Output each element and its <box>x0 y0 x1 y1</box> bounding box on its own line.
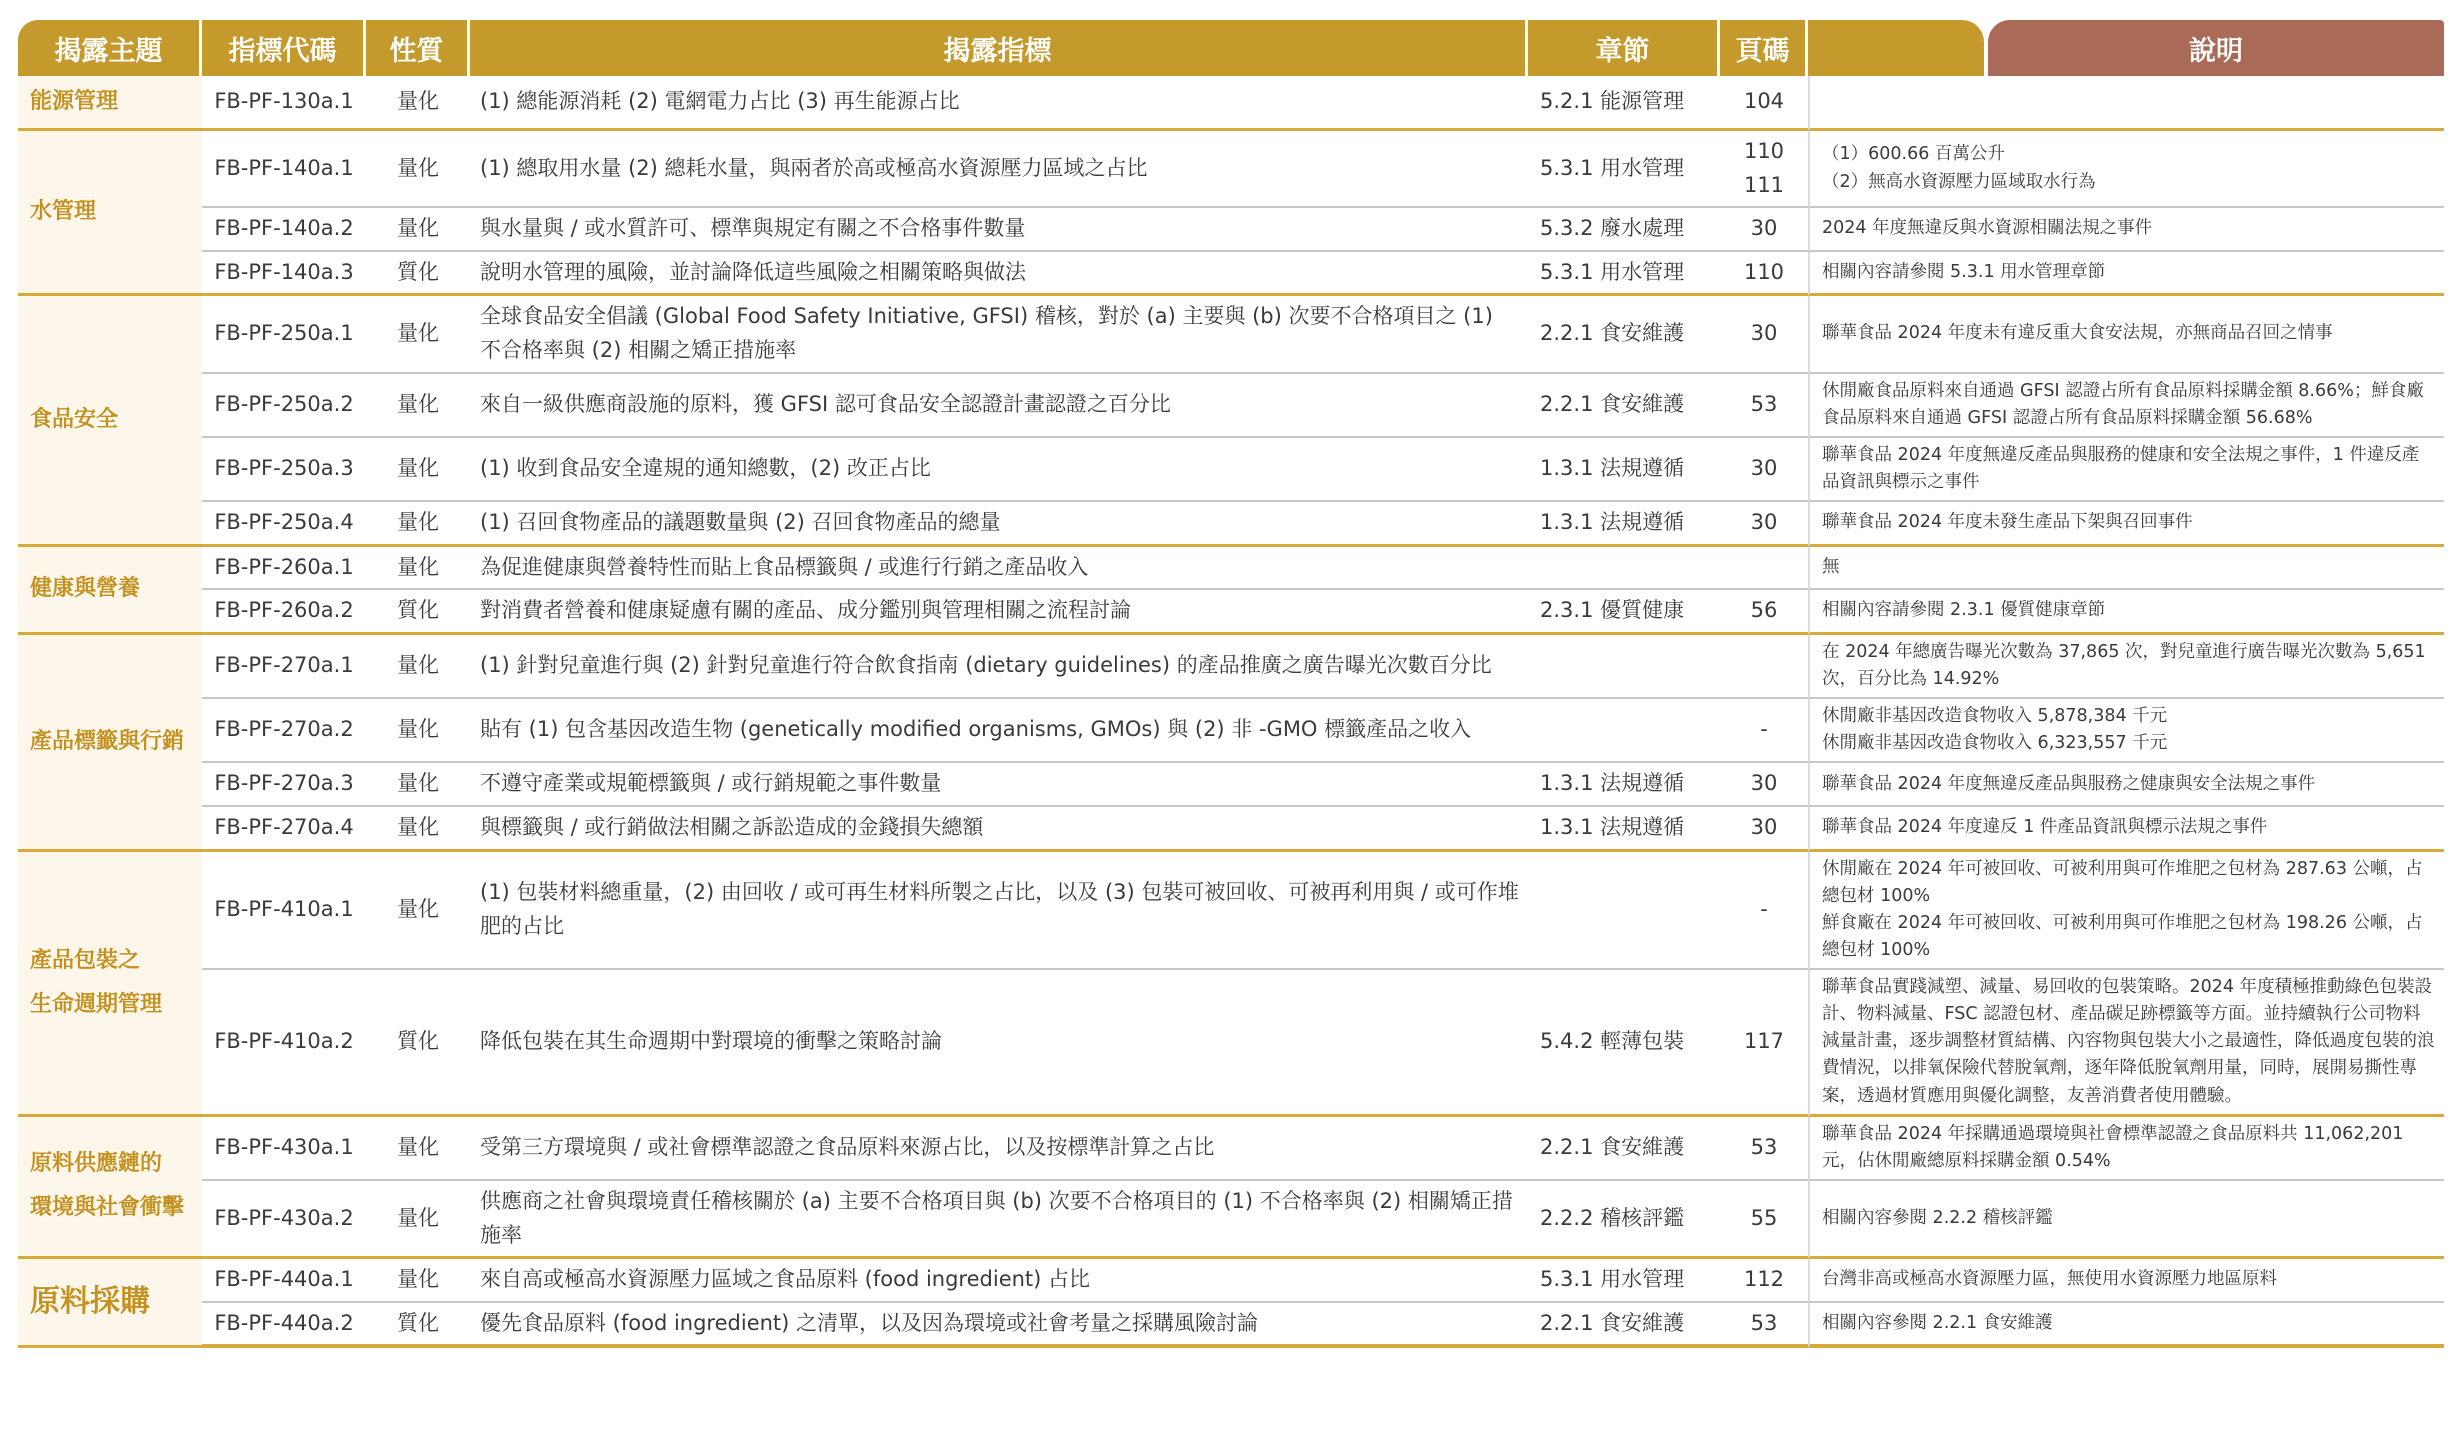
chapter-cell <box>1528 699 1720 763</box>
page-cell <box>1720 547 1808 591</box>
table-row <box>18 547 2444 591</box>
note-cell: 聯華食品 2024 年度未有違反重大食安法規，亦無商品召回之情事 <box>1808 296 2444 373</box>
table-row <box>18 807 2444 852</box>
note-cell: 相關內容請參閱 2.3.1 優質健康章節 <box>1808 590 2444 635</box>
table-header <box>18 20 2444 76</box>
topic-cell: 原料採購 <box>18 1259 202 1348</box>
header-page: 頁碼 <box>1720 20 1808 76</box>
note-cell <box>1808 76 2444 131</box>
table-row <box>18 590 2444 635</box>
page-cell: 30 <box>1720 208 1808 252</box>
nature-cell: 質化 <box>366 1303 470 1349</box>
indicator-code: FB-PF-250a.1 <box>202 296 366 373</box>
indicator-code: FB-PF-130a.1 <box>202 76 366 131</box>
page-cell: - <box>1720 699 1808 763</box>
page-cell: 56 <box>1720 590 1808 635</box>
nature-cell: 量化 <box>366 635 470 699</box>
indicator-code: FB-PF-410a.2 <box>202 970 366 1117</box>
indicator-text: 貼有 (1) 包含基因改造生物 (genetically modified organisms, GMOs) 與 (2) 非 -GMO 標籤產品之收入 <box>470 699 1528 763</box>
nature-cell: 量化 <box>366 699 470 763</box>
chapter-cell: 1.3.1 法規遵循 <box>1528 502 1720 547</box>
chapter-cell: 5.2.1 能源管理 <box>1528 76 1720 131</box>
note-cell: 聯華食品 2024 年採購通過環境與社會標準認證之食品原料共 11,062,201 元，佔休閒廠總原料採購金額 0.54% <box>1808 1117 2444 1181</box>
chapter-cell: 5.3.1 用水管理 <box>1528 131 1720 208</box>
note-cell: 聯華食品實踐減塑、減量、易回收的包裝策略。2024 年度積極推動綠色包裝設計、物料減量、FSC 認證包材、產品碳足跡標籤等方面。並持續執行公司物料減量計畫，逐步調整材質結構、內容物與包裝大小之最適性，降低過度包裝的浪費情況，以排氧保險代替脫氧劑，逐年降低脫氧劑用量，同時，展開易撕性專案，透過材質應用與優化調整，友善消費者使用體驗。 <box>1808 970 2444 1117</box>
chapter-cell <box>1528 635 1720 699</box>
table-row <box>18 970 2444 1117</box>
indicator-code: FB-PF-270a.1 <box>202 635 366 699</box>
nature-cell: 量化 <box>366 131 470 208</box>
page-cell <box>1720 635 1808 699</box>
page-cell: 117 <box>1720 970 1808 1117</box>
note-cell: 2024 年度無違反與水資源相關法規之事件 <box>1808 208 2444 252</box>
page-cell: 104 <box>1720 76 1808 131</box>
indicator-code: FB-PF-140a.2 <box>202 208 366 252</box>
chapter-cell: 2.2.1 食安維護 <box>1528 1303 1720 1349</box>
note-cell: 休閒廠食品原料來自通過 GFSI 認證占所有食品原料採購金額 8.66%；鮮食廠食品原料來自通過 GFSI 認證占所有食品原料採購金額 56.68% <box>1808 374 2444 438</box>
indicator-text: 優先食品原料 (food ingredient) 之清單，以及因為環境或社會考量之採購風險討論 <box>470 1303 1528 1349</box>
page-cell: 30 <box>1720 438 1808 502</box>
page-cell: 112 <box>1720 1259 1808 1303</box>
note-cell: 在 2024 年總廣告曝光次數為 37,865 次，對兒童進行廣告曝光次數為 5,651 次，百分比為 14.92% <box>1808 635 2444 699</box>
page-cell: 30 <box>1720 807 1808 852</box>
indicator-text: (1) 總能源消耗 (2) 電網電力占比 (3) 再生能源占比 <box>470 76 1528 131</box>
nature-cell: 量化 <box>366 438 470 502</box>
nature-cell: 量化 <box>366 208 470 252</box>
indicator-code: FB-PF-260a.1 <box>202 547 366 591</box>
note-cell: 無 <box>1808 547 2444 591</box>
topic-cell: 原料供應鏈的 環境與社會衝擊 <box>18 1117 202 1259</box>
nature-cell: 量化 <box>366 374 470 438</box>
chapter-cell: 2.2.1 食安維護 <box>1528 374 1720 438</box>
nature-cell: 量化 <box>366 763 470 807</box>
chapter-cell: 2.2.2 稽核評鑑 <box>1528 1181 1720 1259</box>
header-topic: 揭露主題 <box>18 20 202 76</box>
nature-cell: 質化 <box>366 590 470 635</box>
header-nature: 性質 <box>366 20 470 76</box>
table-row <box>18 76 2444 131</box>
table-row <box>18 252 2444 297</box>
page-cell: 53 <box>1720 1117 1808 1181</box>
indicator-text: 對消費者營養和健康疑慮有關的產品、成分鑑別與管理相關之流程討論 <box>470 590 1528 635</box>
indicator-text: 為促進健康與營養特性而貼上食品標籤與 / 或進行行銷之產品收入 <box>470 547 1528 591</box>
indicator-code: FB-PF-410a.1 <box>202 852 366 971</box>
table-row <box>18 635 2444 699</box>
page-cell: 55 <box>1720 1181 1808 1259</box>
topic-cell: 產品包裝之 生命週期管理 <box>18 852 202 1117</box>
indicator-text: 來自高或極高水資源壓力區域之食品原料 (food ingredient) 占比 <box>470 1259 1528 1303</box>
chapter-cell <box>1528 852 1720 971</box>
indicator-text: 與水量與 / 或水質許可、標準與規定有關之不合格事件數量 <box>470 208 1528 252</box>
note-cell: 休閒廠在 2024 年可被回收、可被利用與可作堆肥之包材為 287.63 公噸，占總包材 100% 鮮食廠在 2024 年可被回收、可被利用與可作堆肥之包材為 198.26 公噸，占總包材 100% <box>1808 852 2444 971</box>
table-row <box>18 131 2444 208</box>
header-indicator: 揭露指標 <box>470 20 1528 76</box>
note-cell: 休閒廠非基因改造食物收入 5,878,384 千元 休閒廠非基因改造食物收入 6,323,557 千元 <box>1808 699 2444 763</box>
header-code: 指標代碼 <box>202 20 366 76</box>
indicator-text: 來自一級供應商設施的原料，獲 GFSI 認可食品安全認證計畫認證之百分比 <box>470 374 1528 438</box>
table-row <box>18 296 2444 373</box>
indicator-text: 供應商之社會與環境責任稽核關於 (a) 主要不合格項目與 (b) 次要不合格項目的 (1) 不合格率與 (2) 相關矯正措施率 <box>470 1181 1528 1259</box>
table-row <box>18 699 2444 763</box>
chapter-cell <box>1528 547 1720 591</box>
indicator-code: FB-PF-140a.1 <box>202 131 366 208</box>
indicator-text: 說明水管理的風險，並討論降低這些風險之相關策略與做法 <box>470 252 1528 297</box>
page-cell: 30 <box>1720 763 1808 807</box>
indicator-code: FB-PF-440a.1 <box>202 1259 366 1303</box>
table-row <box>18 1117 2444 1181</box>
nature-cell: 質化 <box>366 252 470 297</box>
table-row <box>18 763 2444 807</box>
sasb-index-table <box>18 20 2444 1348</box>
nature-cell: 量化 <box>366 1181 470 1259</box>
table-row <box>18 1303 2444 1349</box>
chapter-cell: 5.3.2 廢水處理 <box>1528 208 1720 252</box>
chapter-cell: 5.3.1 用水管理 <box>1528 1259 1720 1303</box>
indicator-text: (1) 總取用水量 (2) 總耗水量，與兩者於高或極高水資源壓力區域之占比 <box>470 131 1528 208</box>
nature-cell: 量化 <box>366 852 470 971</box>
indicator-code: FB-PF-250a.4 <box>202 502 366 547</box>
table-row <box>18 208 2444 252</box>
chapter-cell: 1.3.1 法規遵循 <box>1528 438 1720 502</box>
chapter-cell: 1.3.1 法規遵循 <box>1528 807 1720 852</box>
chapter-cell: 1.3.1 法規遵循 <box>1528 763 1720 807</box>
indicator-code: FB-PF-140a.3 <box>202 252 366 297</box>
chapter-cell: 2.2.1 食安維護 <box>1528 1117 1720 1181</box>
indicator-code: FB-PF-270a.2 <box>202 699 366 763</box>
chapter-cell: 5.3.1 用水管理 <box>1528 252 1720 297</box>
page-cell: 30 <box>1720 502 1808 547</box>
indicator-text: 受第三方環境與 / 或社會標準認證之食品原料來源占比，以及按標準計算之占比 <box>470 1117 1528 1181</box>
nature-cell: 質化 <box>366 970 470 1117</box>
nature-cell: 量化 <box>366 807 470 852</box>
note-cell: 相關內容參閱 2.2.2 稽核評鑑 <box>1808 1181 2444 1259</box>
note-cell: （1）600.66 百萬公升 （2）無高水資源壓力區域取水行為 <box>1808 131 2444 208</box>
note-cell: 相關內容參閱 2.2.1 食安維護 <box>1808 1303 2444 1349</box>
indicator-code: FB-PF-440a.2 <box>202 1303 366 1349</box>
nature-cell: 量化 <box>366 502 470 547</box>
topic-cell: 水管理 <box>18 131 202 296</box>
note-cell: 台灣非高或極高水資源壓力區，無使用水資源壓力地區原料 <box>1808 1259 2444 1303</box>
indicator-code: FB-PF-250a.2 <box>202 374 366 438</box>
table-row <box>18 852 2444 971</box>
chapter-cell: 2.2.1 食安維護 <box>1528 296 1720 373</box>
indicator-text: (1) 收到食品安全違規的通知總數，(2) 改正占比 <box>470 438 1528 502</box>
topic-cell: 健康與營養 <box>18 547 202 635</box>
page-cell: 110 111 <box>1720 131 1808 208</box>
indicator-code: FB-PF-430a.1 <box>202 1117 366 1181</box>
sasb-index-table-container <box>18 20 2444 1348</box>
topic-cell: 能源管理 <box>18 76 202 131</box>
nature-cell: 量化 <box>366 547 470 591</box>
chapter-cell: 2.3.1 優質健康 <box>1528 590 1720 635</box>
nature-cell: 量化 <box>366 76 470 131</box>
indicator-code: FB-PF-270a.4 <box>202 807 366 852</box>
nature-cell: 量化 <box>366 1259 470 1303</box>
note-cell: 聯華食品 2024 年度無違反產品與服務的健康和安全法規之事件，1 件違反產品資訊與標示之事件 <box>1808 438 2444 502</box>
page-cell: 30 <box>1720 296 1808 373</box>
indicator-text: 不遵守產業或規範標籤與 / 或行銷規範之事件數量 <box>470 763 1528 807</box>
indicator-text: 與標籤與 / 或行銷做法相關之訴訟造成的金錢損失總額 <box>470 807 1528 852</box>
indicator-text: 全球食品安全倡議 (Global Food Safety Initiative, GFSI) 稽核，對於 (a) 主要與 (b) 次要不合格項目之 (1) 不合格率與 (2) 相關之矯正措施率 <box>470 296 1528 373</box>
table-row <box>18 374 2444 438</box>
table-row <box>18 1181 2444 1259</box>
topic-cell: 產品標籤與行銷 <box>18 635 202 852</box>
note-cell: 聯華食品 2024 年度違反 1 件產品資訊與標示法規之事件 <box>1808 807 2444 852</box>
indicator-code: FB-PF-270a.3 <box>202 763 366 807</box>
note-cell: 聯華食品 2024 年度未發生產品下架與召回事件 <box>1808 502 2444 547</box>
header-note-cell <box>1808 20 2444 76</box>
indicator-code: FB-PF-250a.3 <box>202 438 366 502</box>
chapter-cell: 5.4.2 輕薄包裝 <box>1528 970 1720 1117</box>
note-cell: 聯華食品 2024 年度無違反產品與服務之健康與安全法規之事件 <box>1808 763 2444 807</box>
nature-cell: 量化 <box>366 296 470 373</box>
page-cell: 53 <box>1720 1303 1808 1349</box>
indicator-text: (1) 召回食物產品的議題數量與 (2) 召回食物產品的總量 <box>470 502 1528 547</box>
table-row <box>18 502 2444 547</box>
topic-cell: 食品安全 <box>18 296 202 546</box>
nature-cell: 量化 <box>366 1117 470 1181</box>
header-note-spacer <box>1808 20 1984 76</box>
indicator-text: 降低包裝在其生命週期中對環境的衝擊之策略討論 <box>470 970 1528 1117</box>
table-row <box>18 438 2444 502</box>
indicator-text: (1) 針對兒童進行與 (2) 針對兒童進行符合飲食指南 (dietary guidelines) 的產品推廣之廣告曝光次數百分比 <box>470 635 1528 699</box>
table-row <box>18 1259 2444 1303</box>
note-cell: 相關內容請參閱 5.3.1 用水管理章節 <box>1808 252 2444 297</box>
header-note: 說明 <box>1988 20 2444 76</box>
page-cell: - <box>1720 852 1808 971</box>
page-cell: 53 <box>1720 374 1808 438</box>
table-body <box>18 76 2444 1348</box>
indicator-code: FB-PF-430a.2 <box>202 1181 366 1259</box>
header-chapter: 章節 <box>1528 20 1720 76</box>
page-cell: 110 <box>1720 252 1808 297</box>
indicator-code: FB-PF-260a.2 <box>202 590 366 635</box>
indicator-text: (1) 包裝材料總重量，(2) 由回收 / 或可再生材料所製之占比，以及 (3) 包裝可被回收、可被再利用與 / 或可作堆肥的占比 <box>470 852 1528 971</box>
